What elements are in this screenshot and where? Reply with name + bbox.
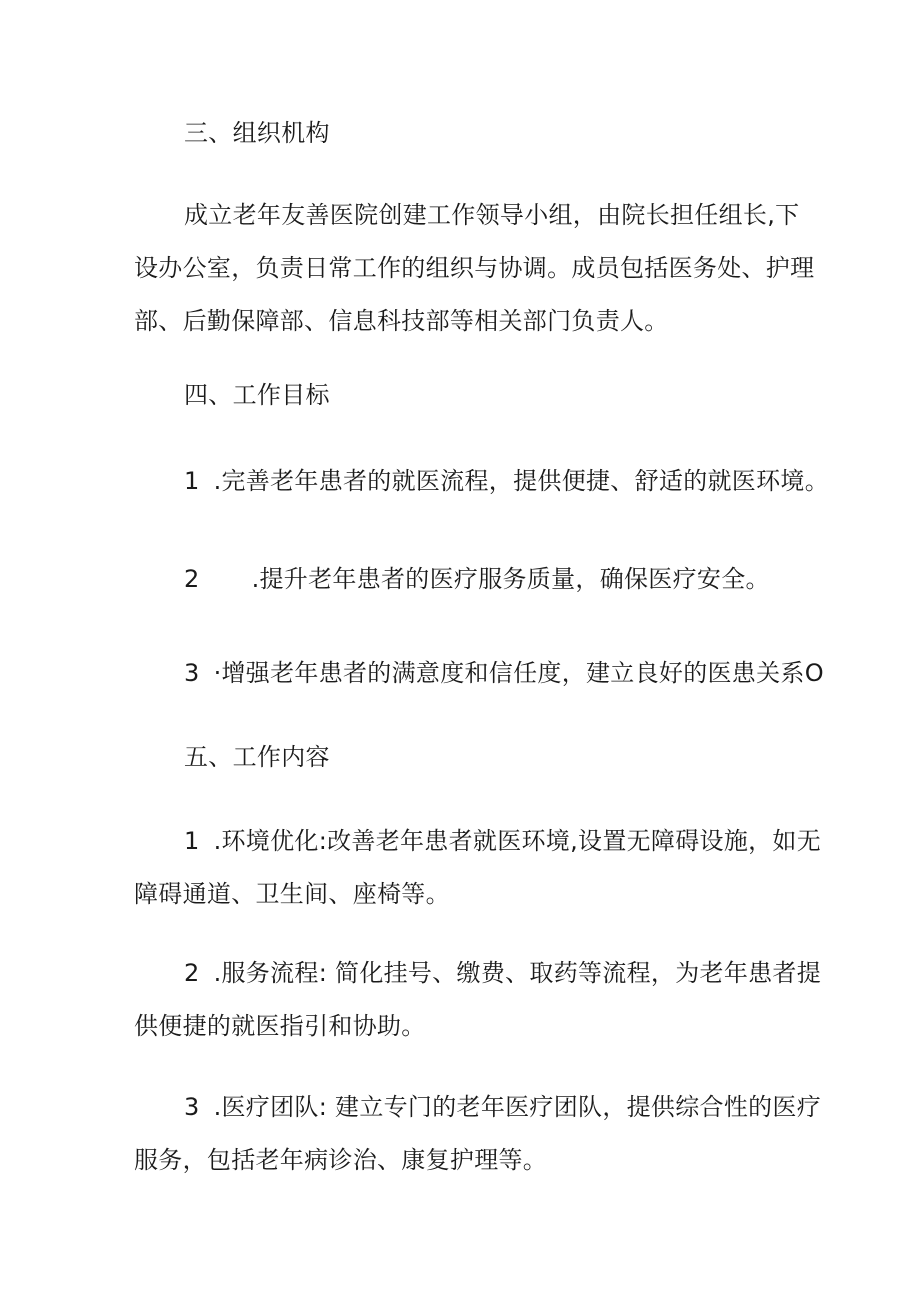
list-item-text: .完善老年患者的就医流程，提供便捷、舒适的就医环境。 (213, 467, 830, 495)
list-item (184, 1092, 821, 1122)
list-item-continuation: 供便捷的就医指引和协助。 (134, 1012, 426, 1040)
list-item-continuation: 服务，包括老年病诊治、康复护理等。 (134, 1146, 548, 1174)
list-item (184, 466, 829, 496)
paragraph-line: 设办公室，负责日常工作的组织与协调。成员包括医务处、护理 (134, 254, 815, 282)
list-item-number: 1 (184, 467, 200, 495)
list-item (184, 958, 821, 988)
list-item-continuation: 障碍通道、卫生间、座椅等。 (134, 880, 450, 908)
list-item-number: 2 (184, 959, 200, 987)
list-item-text: ·增强老年患者的满意度和信任度，建立良好的医患关系O (213, 659, 824, 687)
list-item-number: 3 (184, 1093, 200, 1121)
list-item (184, 564, 770, 594)
list-item-text: .服务流程: 简化挂号、缴费、取药等流程，为老年患者提 (213, 959, 822, 987)
list-item-text: .环境优化:改善老年患者就医环境,设置无障碍设施，如无 (213, 827, 822, 855)
list-item-text: .提升老年患者的医疗服务质量，确保医疗安全。 (251, 565, 770, 593)
paragraph-line: 部、后勤保障部、信息科技部等相关部门负责人。 (134, 307, 669, 335)
list-item-number: 3 (184, 659, 200, 687)
section-heading-work-content: 五、工作内容 (184, 743, 330, 771)
list-item-text: .医疗团队: 建立专门的老年医疗团队，提供综合性的医疗 (213, 1093, 822, 1121)
list-item (184, 658, 824, 688)
list-item (184, 826, 821, 856)
list-item-number: 1 (184, 827, 200, 855)
section-heading-goals: 四、工作目标 (184, 381, 330, 409)
list-item-number: 2 (184, 565, 200, 593)
section-heading-organization: 三、组织机构 (184, 119, 330, 147)
paragraph-line: 成立老年友善医院创建工作领导小组，由院长担任组长,下 (184, 201, 800, 229)
